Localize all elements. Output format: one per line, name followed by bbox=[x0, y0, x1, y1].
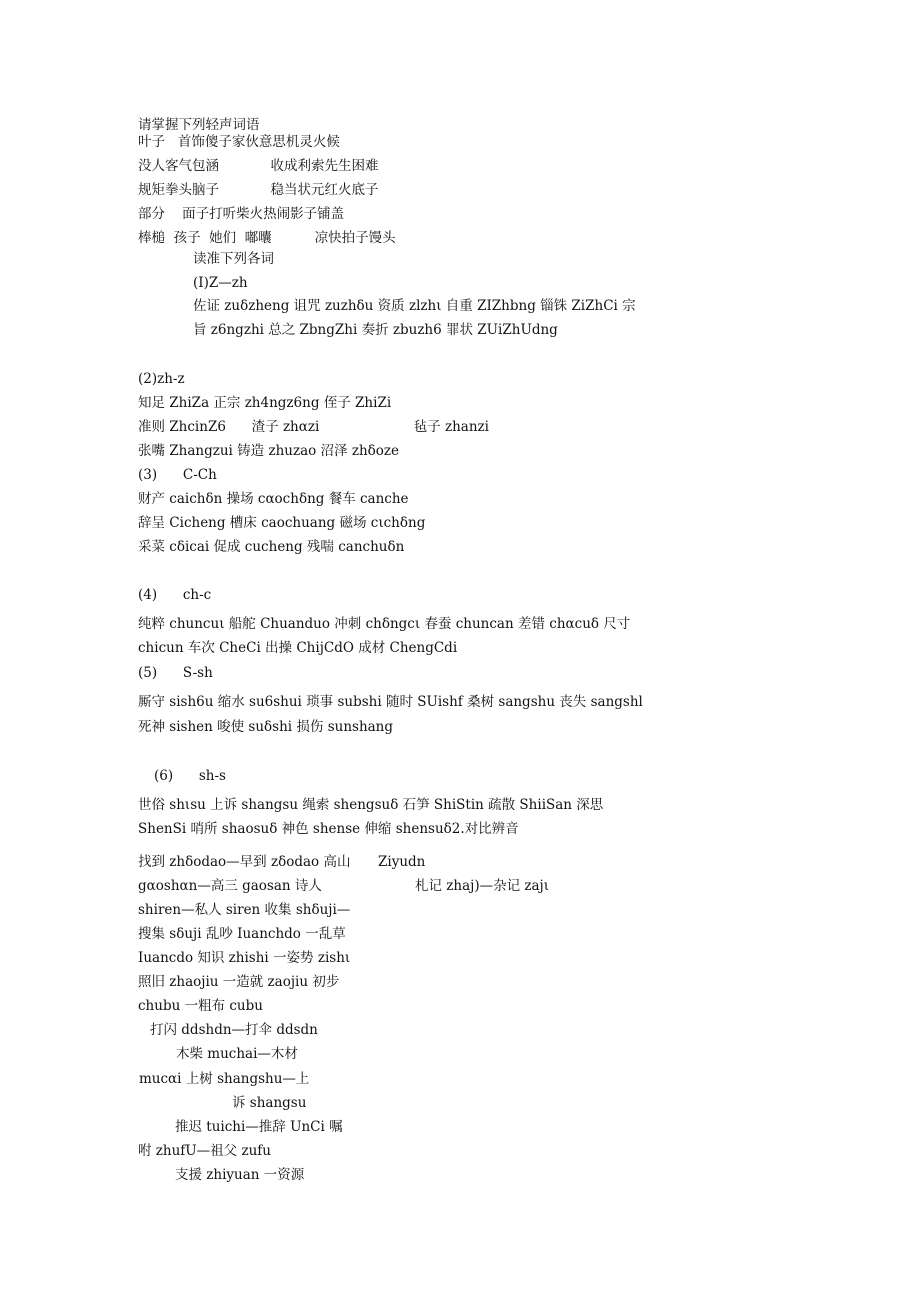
text-line: chicun 车次 CheCi 出操 ChijCdO 成材 ChengCdi bbox=[138, 640, 458, 656]
text-line: 部分 面子打听柴火热闹影子铺盖 bbox=[138, 206, 345, 222]
section-title-light-tone: 请掌握下列轻声词语 bbox=[138, 117, 260, 133]
text-line: 规矩拳头脑子 稳当状元红火底子 bbox=[138, 182, 379, 198]
section-title-read: 读准下列各词 bbox=[193, 251, 274, 267]
text-line: 支援 zhiyuan 一资源 bbox=[175, 1167, 305, 1183]
text-line: 木柴 muchai—木材 bbox=[176, 1046, 298, 1062]
text-line: 采菜 cδicai 促成 cucheng 残喘 canchuδn bbox=[138, 539, 405, 555]
subsection-heading: (3) C-Ch bbox=[138, 467, 217, 483]
subsection-heading: (2)zh-z bbox=[138, 371, 185, 387]
text-line: 财产 caichδn 操场 cαochδng 餐车 canche bbox=[138, 491, 409, 507]
text-line: 诉 shangsu bbox=[232, 1095, 307, 1111]
text-fragment: 札记 zhaj)—杂记 zajι bbox=[415, 878, 550, 894]
text-line: 叶子 首饰傻子家伙意思机灵火候 bbox=[138, 134, 340, 150]
text-line: 死神 sishen 唆使 suδshi 损伤 sunshang bbox=[138, 719, 394, 735]
text-line: 咐 zhufU—祖父 zufu bbox=[138, 1143, 271, 1159]
text-line: 世俗 shιsu 上诉 shangsu 绳索 shengsuδ 石笋 ShiStin 疏散 ShiiSan 深思 bbox=[138, 797, 604, 813]
text-line: 知足 ZhiZa 正宗 zh4ngz6ng 侄子 ZhiZi bbox=[138, 395, 392, 411]
text-line: 打闪 ddshdn—打伞 ddsdn bbox=[150, 1022, 318, 1038]
text-line: 搜集 sδuji 乱吵 Iuanchdo 一乱草 bbox=[138, 926, 346, 942]
text-line: mucαi 上树 shangshu—上 bbox=[139, 1071, 310, 1087]
text-line: 厮守 sish6u 缩水 su6shui 琐事 subshi 随时 SUishf 桑树 sangshu 丧失 sangshl bbox=[138, 694, 643, 710]
text-line: 张嘴 Zhangzui 铸造 zhuzao 沼泽 zhδoze bbox=[138, 443, 399, 459]
text-line: 纯粹 chuncuι 船舵 Chuanduo 冲刺 chδngcι 春蚕 chuncan 差错 chαcuδ 尺寸 bbox=[138, 616, 631, 632]
text-line: 准则 ZhcinZ6 渣子 zhαzi 毡子 zhanzi bbox=[138, 419, 489, 435]
text-line: 辞呈 Cicheng 槽床 caochuang 磁场 cιchδng bbox=[138, 515, 426, 531]
text-line: gαoshαn—高三 gaosan 诗人 bbox=[138, 878, 322, 894]
text-fragment: Ziyudn bbox=[378, 854, 426, 870]
subsection-heading: (I)Z—zh bbox=[193, 275, 248, 291]
text-line: Iuancdo 知识 zhishi 一姿势 zishι bbox=[138, 950, 351, 966]
subsection-heading: (5) S-sh bbox=[138, 665, 213, 681]
text-line: 找到 zhδodao—早到 zδodao 高山 bbox=[138, 854, 351, 870]
text-line: 旨 z6ngzhi 总之 ZbngZhi 奏折 zbuzh6 罪状 ZUiZhUdng bbox=[193, 322, 558, 338]
text-line: 佐证 zuδzheng 诅咒 zuzhδu 资质 zlzhι 自重 ZIZhbng 锱铢 ZiZhCi 宗 bbox=[193, 298, 636, 314]
text-line: 没人客气包涵 收成利索先生困难 bbox=[138, 158, 379, 174]
text-line: 推迟 tuichi—推辞 UnCi 嘱 bbox=[175, 1119, 343, 1135]
text-line: 棒槌 孩子 她们 嘟囔 凉快拍子馒头 bbox=[138, 230, 396, 246]
text-line: chubu 一粗布 cubu bbox=[138, 998, 263, 1014]
subsection-heading: (4) ch-c bbox=[138, 587, 212, 603]
subsection-heading: (6) sh-s bbox=[154, 768, 226, 784]
text-line: ShenSi 哨所 shaosuδ 神色 shense 伸缩 shensuδ2.对比辨音 bbox=[138, 821, 519, 837]
text-line: shiren—私人 siren 收集 shδuji— bbox=[138, 902, 351, 918]
text-line: 照旧 zhaojiu 一造就 zaojiu 初步 bbox=[138, 974, 340, 990]
